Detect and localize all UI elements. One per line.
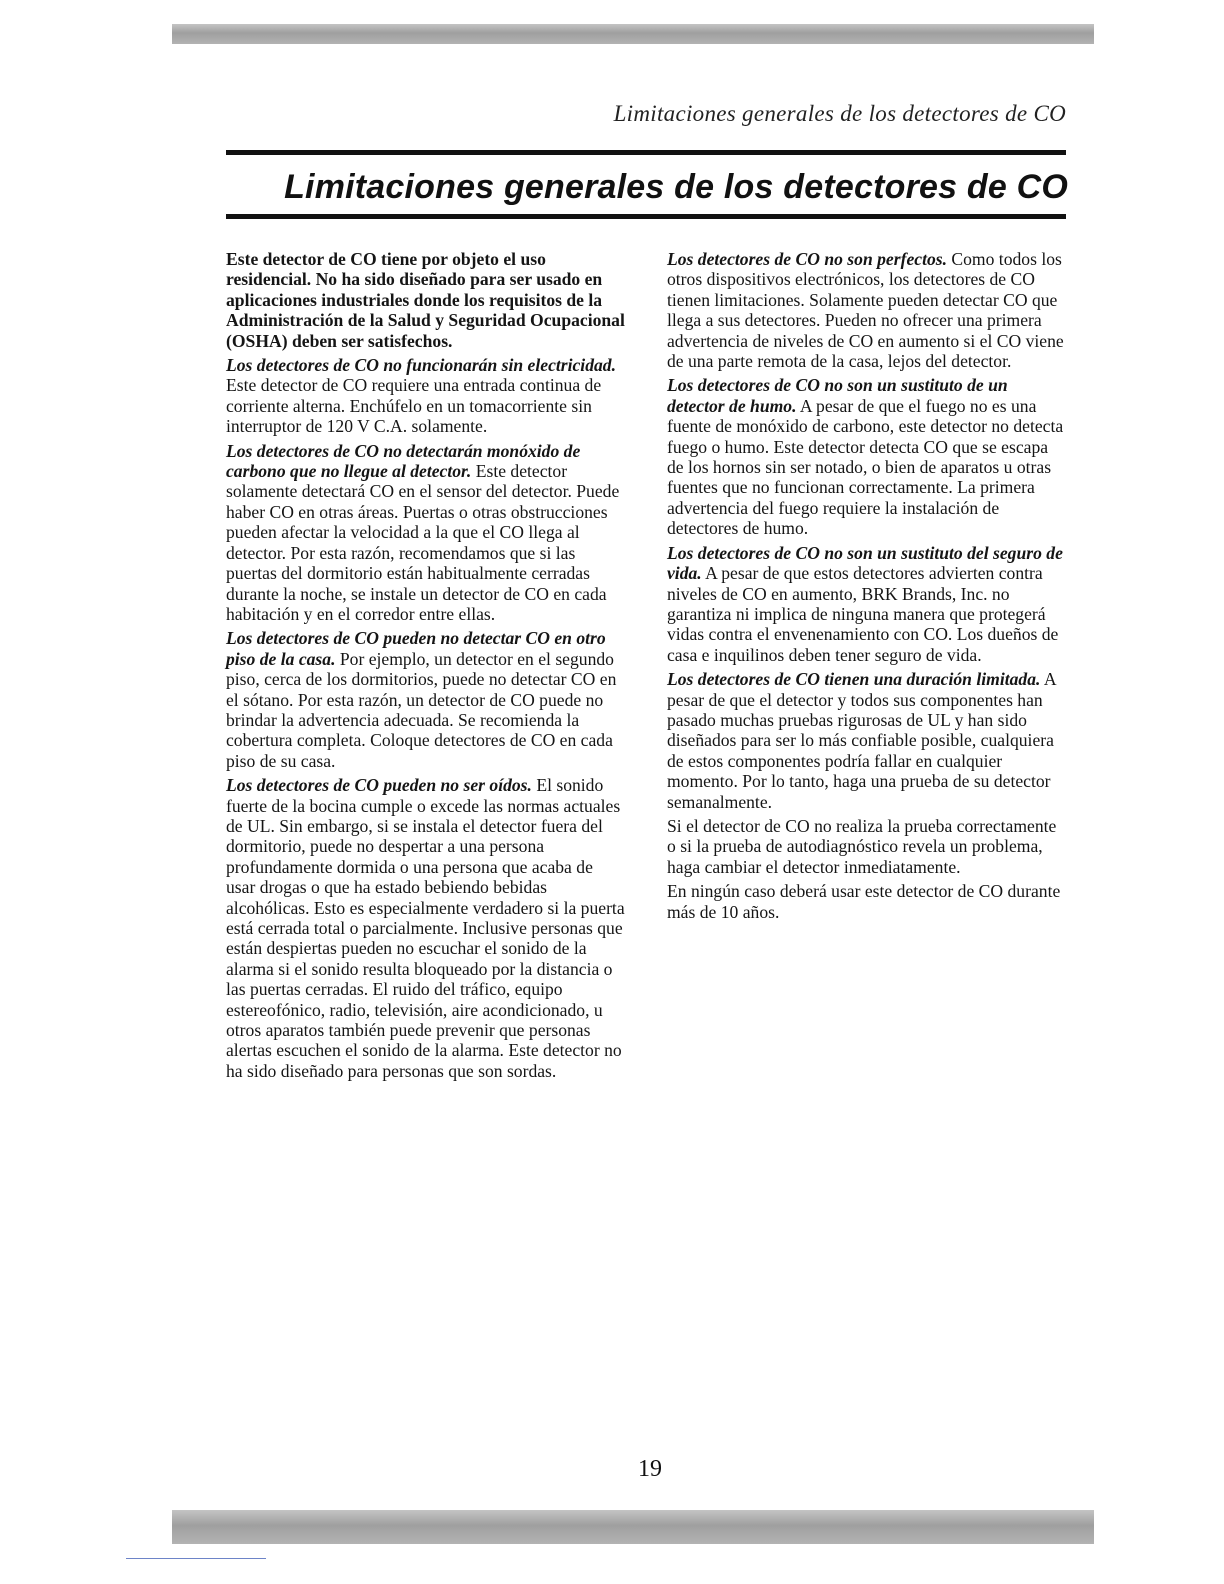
paragraph-body: A pesar de que el fuego no es una fuente de monóxido de carbono, este detector no detecta fuego o humo. Este detector detecta CO que se escapa de los hornos sin ser notado, o bien de aparatos u otras fuentes que no funcionan correctamente. La primera advertencia del fuego requiere la instalación de detectores de humo.: [667, 395, 1064, 539]
intro-paragraph: Este detector de CO tiene por objeto el uso residencial. No ha sido diseñado para ser usado en aplicaciones industriales donde los requisitos de la Administración de la Salud y Seguridad Ocupacional (OSHA) deben ser satisfechos.: [226, 249, 625, 351]
paragraph-body: Este detector solamente detectará CO en el sensor del detector. Puede haber CO en otras áreas. Puertas o otras obstrucciones pueden afectar la velocidad a la que el CO llega al detector. Por esta razón, recomendamos que si las puertas del dormitorio están habitualmente cerradas durante la noche, se instale un detector de CO en cada habitación y en el corredor entre ellas.: [226, 461, 620, 624]
paragraph-heading: Los detectores de CO no son un sustituto del seguro de vida.: [667, 542, 1063, 584]
page-number: 19: [638, 1456, 662, 1482]
paragraph-heading: Los detectores de CO pueden no ser oídos.: [226, 775, 532, 796]
paragraph-detection-range: [226, 441, 626, 625]
paragraph-body: A pesar de que estos detectores advierten contra niveles de CO en aumento, BRK Brands, Inc. no garantiza ni implica de ninguna manera que protegerá vidas contra el envenenamiento con CO. Los dueños de casa e inquilinos deben tener seguro de vida.: [667, 563, 1059, 665]
paragraph-not-smoke-detector: [667, 375, 1067, 538]
paragraph-body: Este detector de CO requiere una entrada continua de corriente alterna. Enchúfelo en un tomacorriente sin interruptor de 120 V C.A. solamente.: [226, 375, 602, 437]
running-header: Limitaciones generales de los detectores de CO: [613, 101, 1066, 126]
paragraph-other-floor: [226, 628, 626, 771]
paragraph-heading: Los detectores de CO no son perfectos.: [667, 249, 947, 269]
paragraph-electricity: [226, 355, 626, 437]
paragraph-body: Por ejemplo, un detector en el segundo piso, cerca de los dormitorios, puede no detectar CO en el sótano. Por esta razón, un detector de CO puede no brindar la advertencia adecuada. Se recomienda la cobertura completa. Coloque detectores de CO en cada piso de su casa.: [226, 648, 617, 771]
paragraph-ten-years: En ningún caso deberá usar este detector de CO durante más de 10 años.: [667, 881, 1061, 922]
paragraph-body: Como todos los otros dispositivos electrónicos, los detectores de CO tienen limitaciones. Solamente pueden detectar CO que llega a sus detectores. Pueden no ofrecer una primera advertencia de niveles de CO en aumento si el CO viene de una parte remota de la casa, lejos del detector.: [667, 249, 1064, 372]
paragraph-body: A pesar de que el detector y todos sus componentes han pasado muchas pruebas rigurosas de UL y han sido diseñados para ser lo más confiable posible, cualquiera de estos componentes podría fallar en cualquier momento. Por lo tanto, haga una prueba de su detector semanalmente.: [667, 669, 1056, 812]
paragraph-body: El sonido fuerte de la bocina cumple o excede las normas actuales de UL. Sin embargo, si se instala el detector fuera del dormitorio, puede no despertar a una persona profundamente dormida o una persona que acaba de usar drogas o que ha estado bebiendo bebidas alcohólicas. Esto es especialmente verdadero si la puerta está cerrada total o parcialmente. Inclusive personas que están despiertas pueden no escuchar el sonido de la alarma si el sonido resulta bloqueado por la distancia o las puertas cerradas. El ruido del tráfico, equipo estereofónico, radio, televisión, aire acondicionado, u otros aparatos también puede prevenir que personas alertas escuchen el sonido de la alarma. Este detector no ha sido diseñado para personas que son sordas.: [226, 775, 625, 1081]
paragraph-heading: Los detectores de CO pueden no detectar CO en otro piso de la casa.: [226, 628, 606, 669]
top-gray-bar: [172, 24, 1094, 44]
section-title: Limitaciones generales de los detectores de CO: [284, 168, 1068, 206]
paragraph-heading: Los detectores de CO no detectarán monóxido de carbono que no llegue al detector.: [226, 440, 581, 482]
paragraph-heading: Los detectores de CO tienen una duración limitada.: [667, 669, 1041, 690]
left-column: [226, 249, 626, 1085]
right-column: [667, 249, 1067, 926]
corner-line: [126, 1558, 266, 1559]
paragraph-not-heard: [226, 775, 626, 1081]
bottom-gray-bar: [172, 1510, 1094, 1544]
title-rule-top: [226, 150, 1066, 155]
paragraph-limited-life: [667, 669, 1067, 812]
title-rule-bottom: [226, 214, 1066, 219]
paragraph-not-perfect: [667, 249, 1067, 371]
paragraph-heading: Los detectores de CO no son un sustituto de un detector de humo.: [667, 375, 1008, 416]
paragraph-heading: Los detectores de CO no funcionarán sin electricidad.: [226, 355, 616, 376]
paragraph-test-failure: Si el detector de CO no realiza la prueba correctamente o si la prueba de autodiagnóstico revela un problema, haga cambiar el detector inmediatamente.: [667, 815, 1057, 877]
paragraph-not-life-insurance: [667, 543, 1067, 665]
